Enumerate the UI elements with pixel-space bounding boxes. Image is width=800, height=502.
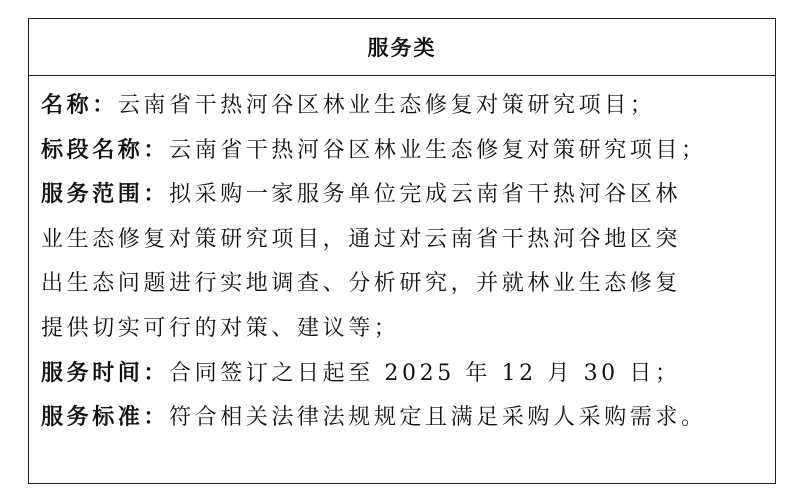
name-label: 名称： xyxy=(41,93,118,118)
table-header: 服务类 xyxy=(29,19,775,76)
scope-line xyxy=(41,307,765,352)
scope-line-2: 业生态修复对策研究项目，通过对云南省干热河谷地区突 xyxy=(41,226,682,252)
name-row xyxy=(41,84,765,129)
name-value: 云南省干热河谷区林业生态修复对策研究项目； xyxy=(117,93,656,118)
scope-line-3: 出生态问题进行实地调查、分析研究，并就林业生态修复 xyxy=(41,271,682,297)
service-table xyxy=(28,18,776,484)
scope-line-1: 拟采购一家服务单位完成云南省干热河谷区林 xyxy=(169,182,682,208)
time-row xyxy=(41,352,765,397)
table-body xyxy=(29,76,775,441)
time-value: 合同签订之日起至 2025 年 12 月 30 日； xyxy=(169,360,681,386)
standard-row xyxy=(41,396,765,441)
standard-value: 符合相关法律法规规定且满足采购人采购需求。 xyxy=(169,405,707,431)
lot-name-label: 标段名称： xyxy=(41,137,170,163)
lot-name-value: 云南省干热河谷区林业生态修复对策研究项目； xyxy=(169,137,707,163)
time-label: 服务时间： xyxy=(41,360,170,386)
scope-line xyxy=(41,218,765,263)
standard-label: 服务标准： xyxy=(41,405,170,431)
scope-line-4: 提供切实可行的对策、建议等； xyxy=(41,315,400,341)
scope-row xyxy=(41,173,765,218)
scope-label: 服务范围： xyxy=(41,182,170,208)
lot-name-row xyxy=(41,129,765,174)
scope-line xyxy=(41,262,765,307)
